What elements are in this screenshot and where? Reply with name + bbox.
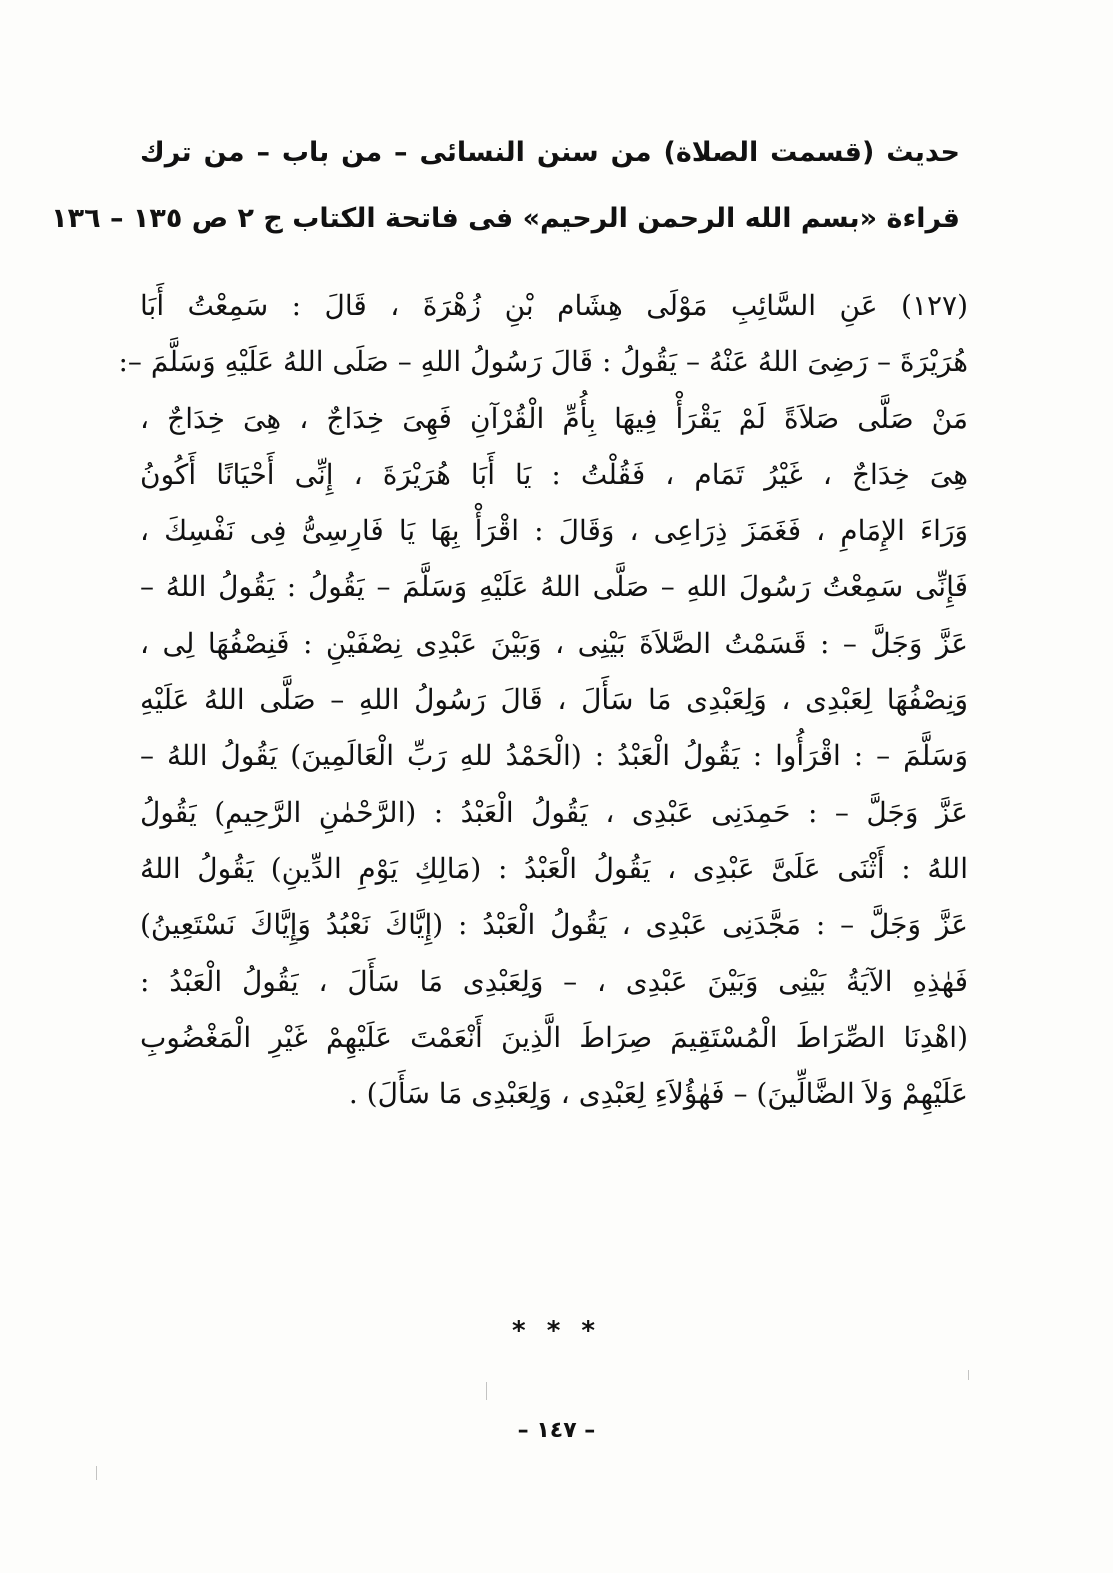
body-line: (اهْدِنَا الصِّرَاطَ الْمُسْتَقِيمَ صِرَاطَ الَّذِينَ أَنْعَمْتَ عَلَيْهِمْ غَيْرِ الْمَغْضُوبِ xyxy=(140,1020,968,1054)
body-line: فَهٰذِهِ الآيَةُ بَيْنِى وَبَيْنَ عَبْدِى ، – وَلِعَبْدِى مَا سَأَلَ ، يَقُولُ الْعَبْدُ : xyxy=(140,964,968,998)
body-line: (١٢٧) عَنِ السَّائِبِ مَوْلَى هِشَام بْنِ زُهْرَةَ ، قَالَ : سَمِعْتُ أَبَا xyxy=(140,289,968,322)
scan-speck xyxy=(96,1466,97,1480)
body-line: وَنِصْفُهَا لِعَبْدِى ، وَلِعَبْدِى مَا سَأَلَ ، قَالَ رَسُولُ اللهِ – صَلَّى اللهُ عَلَيْهِ xyxy=(140,683,968,717)
scan-speck xyxy=(486,1382,487,1400)
body-line: اللهُ : أَثْنَى عَلَىَّ عَبْدِى ، يَقُولُ الْعَبْدُ : (مَالِكِ يَوْمِ الدِّينِ) يَقُولُ اللهُ xyxy=(140,851,968,885)
body-line: وَرَاءَ الإِمَامِ ، فَغَمَزَ ذِرَاعِى ، وَقَالَ : اقْرَأْ بِهَا يَا فَارِسِىُّ فِى نَفْسِكَ ، xyxy=(140,514,968,548)
body-line: وَسَلَّمَ – : اقْرَأُوا : يَقُولُ الْعَبْدُ : (الْحَمْدُ للهِ رَبِّ الْعَالَمِينَ) يَقُولُ اللهُ – xyxy=(140,739,968,773)
body-line: عَزَّ وَجَلَّ – : قَسَمْتُ الصَّلاَةَ بَيْنِى ، وَبَيْنَ عَبْدِى نِصْفَيْنِ : فَنِصْفُهَا لِى ، xyxy=(140,626,968,660)
body-line: هِىَ خِدَاجٌ ، غَيْرُ تَمَام ، فَقُلْتُ : يَا أَبَا هُرَيْرَةَ ، إِنِّى أَحْيَانًا أَكُونُ xyxy=(140,457,968,491)
body-line: عَلَيْهِمْ وَلاَ الضَّالِّينَ) – فَهٰؤُلاَءِ لِعَبْدِى ، وَلِعَبْدِى مَا سَأَلَ) . xyxy=(348,1077,968,1111)
body-line: هُرَيْرَةَ – رَضِىَ اللهُ عَنْهُ – يَقُولُ : قَالَ رَسُولُ اللهِ – صَلَى اللهُ عَلَيْهِ وَسَلَّمَ –: xyxy=(118,345,968,379)
body-line: مَنْ صَلَّى صَلاَةً لَمْ يَقْرَأْ فِيهَا بِأُمِّ الْقُرْآنِ فَهِىَ خِدَاجٌ ، هِىَ خِدَاجٌ ، xyxy=(140,401,968,435)
scan-speck xyxy=(968,1370,969,1380)
section-divider: * * * xyxy=(512,1316,601,1346)
body-line: عَزَّ وَجَلَّ – : حَمِدَنِى عَبْدِى ، يَقُولُ الْعَبْدُ : (الرَّحْمٰنِ الرَّحِيمِ) يَقُولُ xyxy=(140,795,968,829)
hadith-heading xyxy=(51,120,960,252)
heading-line-1: حديث (قسمت الصلاة) من سنن النسائى – من باب – من ترك xyxy=(140,137,960,168)
body-line: فَإِنِّى سَمِعْتُ رَسُولَ اللهِ – صَلَّى اللهُ عَلَيْهِ وَسَلَّمَ – يَقُولُ : يَقُولُ اللهُ – xyxy=(140,570,968,604)
body-line: عَزَّ وَجَلَّ – : مَجَّدَنِى عَبْدِى ، يَقُولُ الْعَبْدُ : (إِيَّاكَ نَعْبُدُ وَإِيَّاكَ نَسْتَعِينُ) xyxy=(140,908,968,942)
hadith-body xyxy=(118,278,968,1122)
heading-line-2: قراءة «بسم الله الرحمن الرحيم» فى فاتحة الكتاب ج ٢ ص ١٣٥ – ١٣٦ xyxy=(51,203,960,234)
page-number: – ١٤٧ – xyxy=(517,1418,596,1443)
